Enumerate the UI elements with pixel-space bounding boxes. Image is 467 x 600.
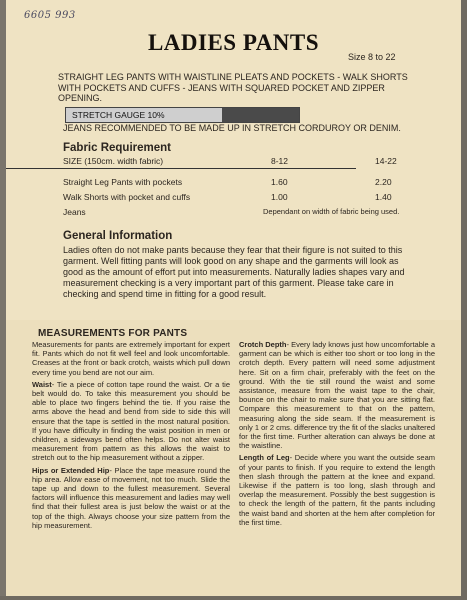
- waist-term: Waist: [32, 379, 52, 389]
- stretch-gauge: [65, 107, 300, 123]
- measurements-heading: MEASUREMENTS FOR PANTS: [38, 328, 188, 339]
- length-paragraph: [239, 453, 435, 527]
- fabric-requirement-heading: Fabric Requirement: [63, 142, 171, 154]
- hips-paragraph: [32, 466, 230, 530]
- measurements-left-column: [32, 340, 230, 530]
- length-term: Length of Leg: [239, 453, 290, 463]
- amount-a: 1.60: [271, 177, 288, 187]
- amount-b: 1.40: [375, 192, 392, 202]
- size-range: Size 8 to 22: [348, 52, 396, 62]
- page-title: LADIES PANTS: [147, 30, 320, 55]
- scan-edge-bottom: [0, 596, 467, 600]
- jeans-note: Dependant on width of fabric being used.: [263, 207, 400, 216]
- garment-label: Jeans: [63, 207, 86, 217]
- size-col-a: 8-12: [271, 156, 289, 166]
- fabric-size-label: SIZE (150cm. width fabric): [63, 156, 164, 166]
- length-text: - Decide where you want the outside seam of your pants to finish. If you require to extend the length then slash through the pattern at the knee and expand. Likewise if the pattern is too long, slash through and overlap the measurement. Possibly the best suggestion is to check the length of the pattern, fit the pants including the waist band and shorten at the hem after completion for the first time.: [239, 453, 436, 527]
- amount-a: 1.00: [271, 192, 288, 202]
- amount-b: 2.20: [375, 177, 392, 187]
- pattern-envelope-back: [6, 0, 461, 596]
- crotch-paragraph: [239, 340, 435, 450]
- garment-label: Straight Leg Pants with pockets: [63, 177, 183, 187]
- waist-paragraph: [32, 380, 230, 463]
- table-divider: [6, 168, 356, 169]
- garment-label: Walk Shorts with pocket and cuffs: [63, 192, 191, 202]
- crotch-text: - Every lady knows just how uncomfortable a garment can be which is either too short or too long in the crotch depth. Every pattern will need some adjustment here. Sit on a firm chair, preferably with the feet on the ground. With the tie still round the waist and some assistance, measure from the waist tape to the chair, bounce on the chair to make sure that you are sitting flat. Compare this measurement to that on the pattern, measuring along the side seam. If the measurement is only 1 or 2 cms. difference try the fit of the slacks unaltered for the first time. Further alteration can always be done at the waistline.: [239, 340, 435, 451]
- handwritten-code: 6605 993: [24, 10, 76, 21]
- pattern-description: STRAIGHT LEG PANTS WITH WAISTLINE PLEATS AND POCKETS - WALK SHORTS WITH POCKETS AND CUFFS - JEANS WITH SQUARED POCKET AND ZIPPER OPENING.: [58, 72, 408, 103]
- measurements-right-column: [239, 340, 435, 527]
- hips-term: Hips or Extended Hip: [32, 465, 110, 475]
- fabric-recommendation: JEANS RECOMMENDED TO BE MADE UP IN STRETCH CORDUROY OR DENIM.: [63, 123, 401, 133]
- general-information-heading: General Information: [63, 230, 173, 242]
- measurements-intro: Measurements for pants are extremely important for expert fit. Pants which do not fit well feel and look uncomfortable. Creases at the front or back crotch, waists which pull down every time you bend are not our aim.: [32, 340, 230, 377]
- scan-edge: [461, 0, 467, 600]
- waist-text: - Tie a piece of cotton tape round the waist. Or a tie belt would do. To take this measurement you should be able to place two fingers behind the tie. If you raise the arms above the head and bend from side to side this will ensure that the tape is settled in the most natural position. If you have difficulty in finding the waist position in men or children, a sideways bend often helps. Do not alter waist measurement from pattern as this allows the waist to stretch out to the hip measurement without a zipper.: [32, 379, 230, 463]
- stretch-gauge-label: STRETCH GAUGE 10%: [72, 110, 165, 120]
- general-information-text: Ladies often do not make pants because they fear that their figure is not suited to this garment. Well fitting pants will look good on any shape and the garments will look as good as the amount of effort put into measurements. Naturally ladies shapes vary and measurement checking is a very important part of this garment. Please take care in checking and spend time in fitting for a good result.: [63, 245, 405, 299]
- crotch-term: Crotch Depth: [239, 340, 287, 349]
- size-col-b: 14-22: [375, 156, 397, 166]
- hips-text: - Place the tape measure round the hip area. Allow ease of movement, not too much. Slide the tape up and down to the fullest measurement. Several factors will influence this measurement and ladies may well find that their fullest area is just below the waist or at the top of the thigh. Always choose your size pattern from the hip measurement.: [32, 465, 230, 530]
